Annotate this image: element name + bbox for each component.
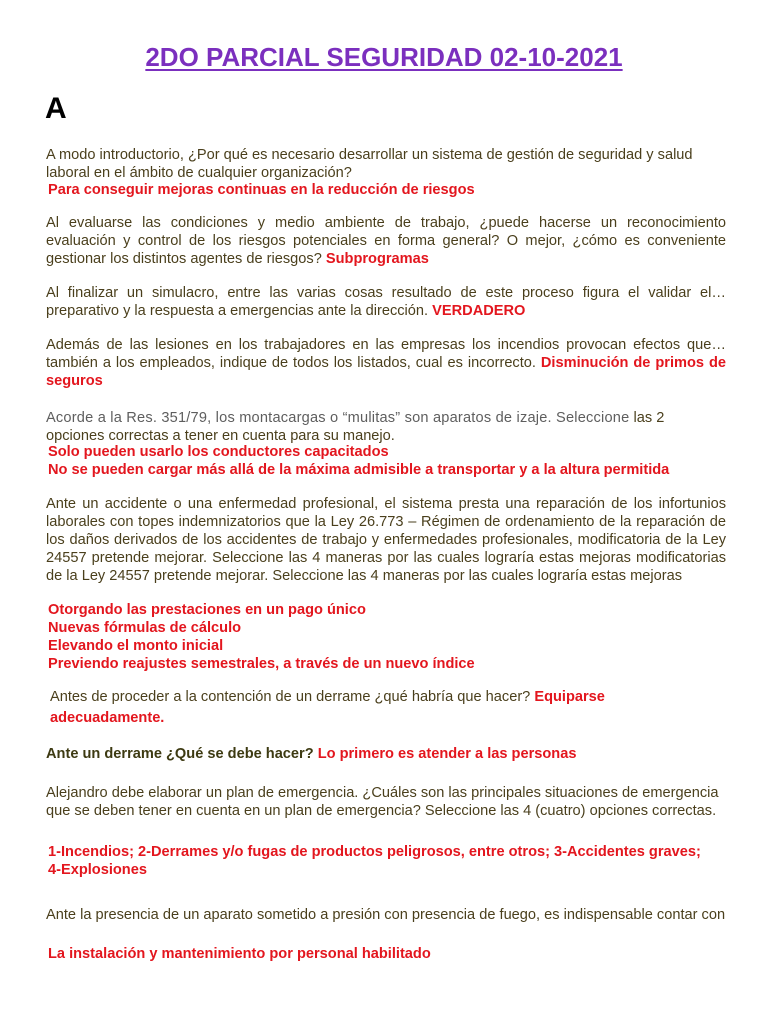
question-2-text: Al evaluarse las condiciones y medio ambiente de trabajo, ¿puede hacerse un reconocimiento evaluación y control de los riesgos potenciales en forma general? O mejor, ¿cómo es conveniente gestionar los distintos agentes de riesgos? — [46, 215, 726, 267]
question-7-text: Antes de proceder a la contención de un derrame ¿qué habría que hacer? — [50, 689, 531, 705]
answer-10: La instalación y mantenimiento por personal habilitado — [48, 946, 431, 962]
answer-2: Subprogramas — [325, 251, 429, 267]
answer-6a: Otorgando las prestaciones en un pago único — [48, 602, 366, 618]
question-9: Alejandro debe elaborar un plan de emergencia. ¿Cuáles son las principales situaciones de emergencia que se deben tener en cuenta en un plan de emergencia? Seleccione las 4 (cuatro) opciones correctas. — [46, 785, 719, 819]
answer-5a: Solo pueden usarlo los conductores capacitados — [48, 444, 389, 460]
question-3 — [46, 284, 726, 320]
question-7 — [50, 687, 650, 729]
question-5-text-light: Acorde a la Res. 351/79, los montacargas o “mulitas” son aparatos de izaje. Seleccione — [46, 410, 630, 426]
section-letter: A — [45, 92, 67, 125]
question-3-text: Al finalizar un simulacro, entre las varias cosas resultado de este proceso figura el validar el… preparativo y la respuesta a emergencias ante la dirección. — [46, 285, 726, 319]
question-8 — [46, 745, 726, 763]
answer-3: VERDADERO — [432, 303, 526, 319]
question-10: Ante la presencia de un aparato sometido a presión con presencia de fuego, es indispensable contar con — [46, 907, 726, 923]
answer-6b: Nuevas fórmulas de cálculo — [48, 620, 242, 636]
question-4-text: Además de las lesiones en los trabajadores en las empresas los incendios provocan efectos que… también a los empleados, indique de todos los listados, cual es incorrecto. — [46, 337, 726, 371]
question-6: Ante un accidente o una enfermedad profesional, el sistema presta una reparación de los infortunios laborales con topes indemnizatorios que la Ley 26.773 – Régimen de ordenamiento de la reparación de los daños derivados de los accidentes de trabajo y enfermedades profesionales, modificatoria de la Ley 24557 pretende mejorar. Seleccione las 4 maneras por las cuales lograría estas mejoras modificatorias de la Ley 24557 pretende mejorar. Seleccione las 4 maneras por las cuales lograría estas mejoras — [46, 496, 726, 584]
answer-6d: Previendo reajustes semestrales, a través de un nuevo índice — [48, 656, 475, 672]
question-5-text: las 2 opciones correctas a tener en cuenta para su manejo. — [46, 410, 665, 444]
page-title: 2DO PARCIAL SEGURIDAD 02-10-2021 — [145, 42, 623, 72]
answer-7: Equiparse adecuadamente. — [50, 689, 605, 726]
question-5 — [46, 409, 726, 445]
question-1: A modo introductorio, ¿Por qué es necesario desarrollar un sistema de gestión de seguridad y salud laboral en el ámbito de cualquier organización? — [46, 147, 693, 181]
answer-4: Disminución de primos de seguros — [46, 355, 726, 389]
answer-6c: Elevando el monto inicial — [48, 638, 224, 654]
answer-9: 1-Incendios; 2-Derrames y/o fugas de productos peligrosos, entre otros; 3-Accidentes graves; 4-Explosiones — [48, 844, 701, 878]
answer-8: Lo primero es atender a las personas — [317, 746, 577, 762]
question-4 — [46, 336, 726, 390]
question-2 — [46, 214, 726, 268]
answer-1: Para conseguir mejoras continuas en la reducción de riesgos — [48, 182, 475, 198]
question-8-text: Ante un derrame ¿Qué se debe hacer? — [46, 746, 314, 762]
answer-5b: No se pueden cargar más allá de la máxima admisible a transportar y a la altura permitida — [48, 462, 670, 478]
